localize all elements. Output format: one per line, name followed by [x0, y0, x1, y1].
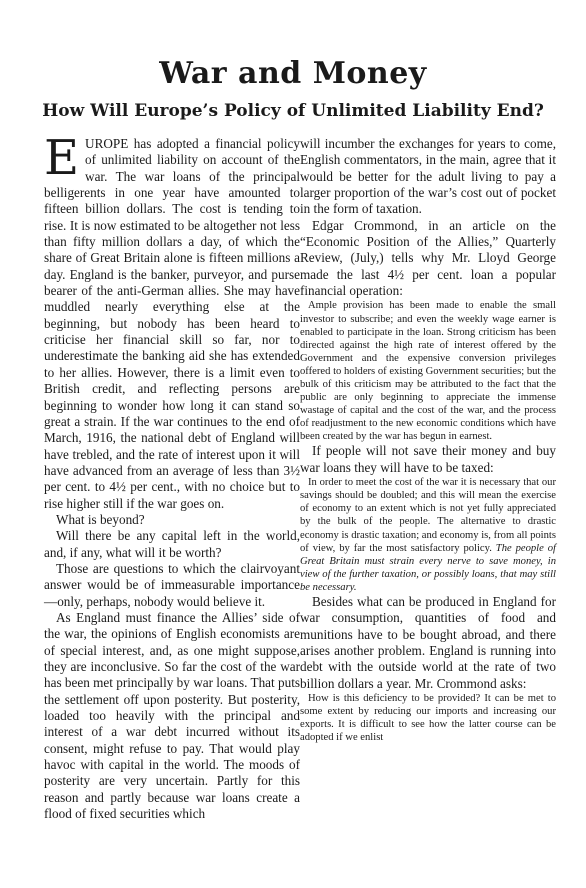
- paragraph: What is beyond?: [56, 511, 145, 527]
- left-column: [44, 130, 300, 822]
- paragraph: As England must finance the Allies’ side of the war, the opinions of English economists are of special interest, and, as one might suppose, they are inconclusive. So far the cost of the war has been met principally by war loans. That puts the settlement off upon posterity. But posterity, loaded too heavily with the principal and interest of a war debt incurred without its consent, might refuse to pay. That would play havoc with capital in the world. The moods of posterity are very uncertain. Partly for this reason and partly because war loans create a flood of fixed securities which: [44, 609, 300, 822]
- opening-paragraph: [44, 130, 300, 512]
- article-title: War and Money: [159, 56, 427, 91]
- paragraph: Besides what can be produced in England for war consumption, quantities of food and munitions have to be bought abroad, and there arises another problem. England is running into debt with the outside world at the rate of two billion dollars a year. Mr. Crommond asks:: [300, 594, 556, 691]
- drop-cap: E: [44, 130, 80, 186]
- paragraph: If people will not save their money and buy war loans they will have to be taxed:: [300, 443, 556, 475]
- article-subtitle: How Will Europe’s Policy of Unlimited Liability End?: [42, 101, 544, 121]
- paragraph: Edgar Crommond, in an article on the “Economic Position of the Allies,” Quarterly Review, (July,) tells why Mr. Lloyd George made the last 4½ per cent. loan a popular financial operation:: [300, 217, 556, 299]
- block-quote-text: In order to meet the cost of the war it is necessary that our savings should be doubled; and this will mean the exercise of economy to an extent which is not yet fully appreciated by the bulk of the people. The alternative to drastic economy is drastic taxation; and economy is, from all points of view, by far the most satisfactory policy.: [300, 477, 556, 554]
- block-quote: Ample provision has been made to enable the small investor to subscribe; and even the weekly wage earner is enabled to participate in the loan. Strong criticism has been directed against the high rate of interest offered by the Government and the expensive conversion privileges offered to holders of existing Government securities; but the bulk of this criticism may be attributed to the fact that the public are only beginning to appreciate the immense wastage of capital and the cost of the war, and the process of readjustment to the new economic conditions which have been created by the war has begun in earnest.: [300, 300, 556, 443]
- block-quote: [300, 476, 556, 594]
- right-column: [300, 136, 556, 744]
- block-quote-italic-text: The people of Great Britain must strain every nerve to save money, in view of the further taxation, or possibly loans, that may still be necessary.: [300, 542, 556, 593]
- paragraph: will incumber the exchanges for years to come, English commentators, in the main, agree that it would be better for the adult living to pay a larger proportion of the war’s cost out of pocket in the form of taxation.: [300, 136, 556, 217]
- block-quote: How is this deficiency to be provided? It can be met to some extent by reducing our imports and increasing our exports. It is difficult to see how the latter course can be adopted if we enlist: [300, 693, 556, 744]
- opening-paragraph-text: UROPE has adopted a financial policy of unlimited liability on account of the war. The war loans of the principal belligerents in one year have amounted to fifteen billion dollars. The cost is tending to rise. It is now estimated to be altogether not less than fifty million dollars a day, of which the share of Great Britain alone is fifteen millions a day. England is the banker, purveyor, and purse bearer of the anti-German allies. She may have muddled nearly everything else at the beginning, but nobody has been heard to criticise her financial skill so far, nor to underestimate the banking aid she has extended to her allies. However, there is a limit even to British credit, and reflecting persons are beginning to wonder how long it can stand so great a strain. If the war continues to the end of March, 1916, the national debt of England will have trebled, and the rate of interest upon it will have advanced from an average of less than 3½ per cent. to 4½ per cent., with no choice but to rise higher still if the war goes on.: [44, 136, 300, 511]
- paragraph: Will there be any capital left in the world, and, if any, what will it be worth?: [44, 528, 300, 560]
- paragraph: Those are questions to which the clairvoyant answer would be of immeasurable importance—only, perhaps, nobody would believe it.: [44, 560, 300, 609]
